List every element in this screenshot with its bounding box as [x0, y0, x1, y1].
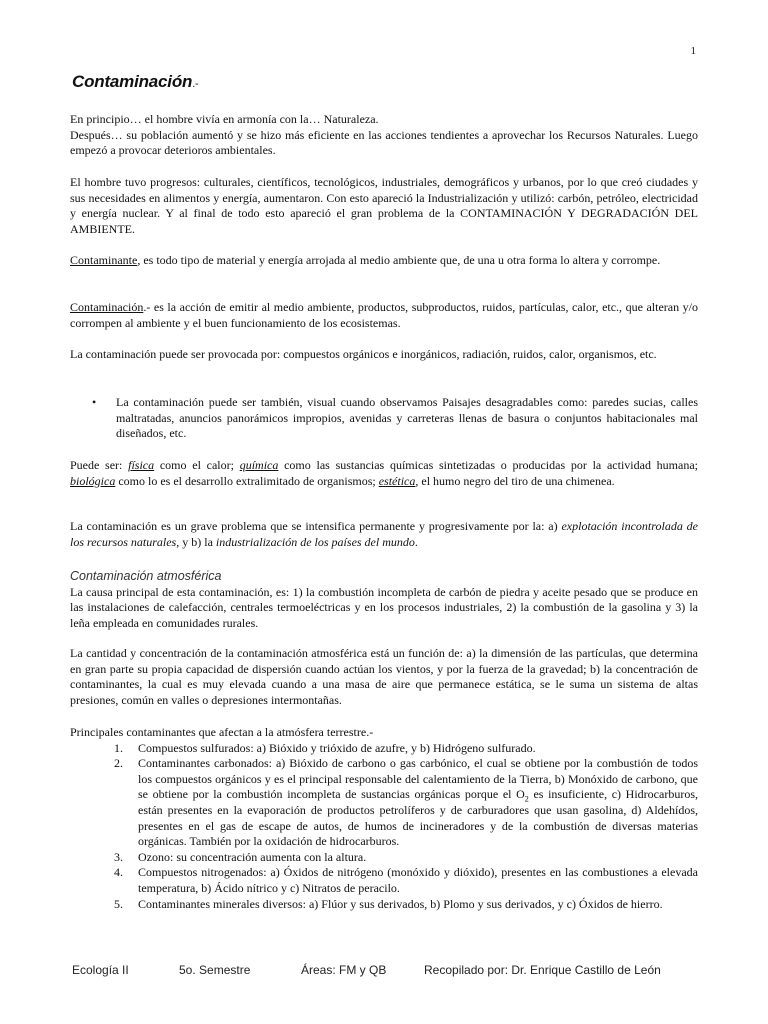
types-quimica-desc: como las sustancias químicas sintetizadas o producidas por la actividad humana; — [278, 458, 699, 472]
list-item — [70, 756, 698, 850]
problem-end: . — [414, 534, 418, 549]
section-heading: Contaminación atmosférica — [70, 569, 222, 583]
types-paragraph — [70, 458, 698, 489]
footer-areas: Áreas: FM y QB — [301, 963, 387, 977]
progress-paragraph — [70, 175, 698, 237]
list-item — [70, 850, 698, 866]
page-number: 1 — [690, 45, 696, 57]
list-text: Contaminantes minerales diversos: a) Flúor y sus derivados, b) Plomo y sus derivados, y c) Óxidos de hierro. — [138, 896, 663, 911]
footer-semester: 5o. Semestre — [179, 963, 251, 977]
causes-paragraph — [70, 347, 698, 363]
term-quimica: química — [239, 458, 279, 472]
term-biologica: biológica — [70, 473, 116, 488]
list-number: 1. — [114, 740, 123, 755]
intro-paragraph — [70, 112, 698, 159]
pollutants-list — [70, 741, 698, 913]
contaminante-text — [70, 253, 698, 269]
types-text — [70, 458, 698, 489]
problem-text — [70, 519, 698, 550]
subscript: 2 — [524, 794, 529, 804]
contaminacion-definition: .- es la acción de emitir al medio ambiente, productos, subproductos, ruidos, partículas, calor, etc., que alteran y/o corrompen al ambiente y el buen funcionamiento de los ecosistemas. — [70, 300, 698, 330]
list-text: Contaminantes carbonados: a) Bióxido de carbono o gas carbónico, el cual se obtiene por la combustión de todos los compuestos orgánicos y es el principal responsable del calentamiento de la Tierra, b) Monóxido de carbono, que se obtiene por la combustión incompleta de sustancias orgánicas porque el O — [138, 756, 698, 802]
atmospheric-cause-text: La causa principal de esta contaminación, es: 1) la combustión incompleta de carbón de piedra y aceite pesado que se produce en las instalaciones de calefacción, centrales termoeléctricas y en los procesos industriales, 2) la combustión de la gasolina y 3) la leña empleada en comunidades rurales. — [70, 584, 698, 630]
types-intro: Puede ser: — [70, 458, 129, 472]
intro-line-1: En principio… el hombre vivía en armonía con la… Naturaleza. — [70, 112, 379, 126]
list-number: 4. — [114, 865, 123, 880]
list-item — [70, 865, 698, 896]
concentration-paragraph — [70, 646, 698, 708]
concentration-text: La cantidad y concentración de la contaminación atmosférica está un función de: a) la dimensión de las partículas, que determina en gran parte su propia capacidad de dispersión cuando actúan los vientos, y por la fuerza de la gravedad; b) la concentración de contaminantes, la cual es muy elevada cuando a una masa de aire que permanece estática, se le suma un sistema de altas presiones, común en valles o depresiones intermontañas. — [70, 646, 698, 707]
page-title — [72, 74, 199, 93]
problem-cause-a: explotación incontrolada de los recursos naturales — [70, 519, 698, 549]
title-text: Contaminación — [72, 72, 193, 91]
intro-line-2: Después… su población aumentó y se hizo más eficiente en las acciones tendientes a aprovechar los Recursos Naturales. Luego empezó a provocar deterioros ambientales. — [70, 127, 698, 158]
list-item — [70, 741, 698, 757]
list-text: Ozono: su concentración aumenta con la altura. — [138, 849, 367, 864]
footer-course: Ecología II — [72, 963, 129, 977]
types-estetica-desc: , el humo negro del tiro de una chimenea. — [415, 473, 615, 488]
list-text: Compuestos sulfurados: a) Bióxido y trióxido de azufre, y b) Hidrógeno sulfurado. — [138, 740, 536, 755]
contaminacion-text — [70, 300, 698, 331]
problem-paragraph — [70, 519, 698, 550]
list-number: 3. — [114, 849, 123, 864]
causes-text: La contaminación puede ser provocada por: compuestos orgánicos e inorgánicos, radiación, ruidos, calor, organismos, etc. — [70, 347, 657, 361]
progress-text: El hombre tuvo progresos: culturales, científicos, tecnológicos, industriales, demográficos y urbanos, por lo que creó ciudades y sus necesidades en alimentos y energía, aumentaron. Con esto apareció la Industrialización y utilizó: carbón, petróleo, electricidad y energía nuclear. Y al final de todo esto apareció el gran problema de la CONTAMINACIÓN Y DEGRADACIÓN DEL AMBIENTE. — [70, 175, 698, 236]
term-contaminacion: Contaminación — [70, 300, 144, 314]
atmospheric-section — [70, 569, 698, 631]
contaminante-definition: , es todo tipo de material y energía arrojada al medio ambiente que, de una u otra forma lo altera y corrompe. — [137, 253, 661, 267]
pollutants-section — [70, 725, 698, 912]
bullet-item — [92, 395, 698, 442]
pollutants-heading: Principales contaminantes que afectan a la atmósfera terrestre.- — [70, 725, 374, 739]
types-biologica-desc: como lo es el desarrollo extralimitado de organismos; — [115, 473, 379, 488]
types-fisica-desc: como el calor; — [154, 458, 240, 472]
list-item — [70, 897, 698, 913]
problem-cause-b: industrialización de los países del mundo — [215, 534, 415, 549]
bullet-icon: • — [92, 395, 97, 409]
list-number: 5. — [114, 896, 123, 911]
term-contaminante: Contaminante — [70, 253, 138, 267]
problem-connector: , y b) la — [176, 534, 216, 549]
list-number: 2. — [114, 756, 123, 771]
footer-compiled: Recopilado por: Dr. Enrique Castillo de León — [424, 963, 661, 977]
term-estetica: estética — [378, 473, 416, 488]
list-text: Compuestos nitrogenados: a) Óxidos de nitrógeno (monóxido y dióxido), presentes en las combustiones a elevada temperatura, b) Ácido nítrico y c) Nitratos de peracilo. — [138, 865, 698, 895]
contaminante-paragraph — [70, 253, 698, 269]
problem-intro: La contaminación es un grave problema que se intensifica permanente y progresivamente por la: a) — [70, 519, 562, 533]
term-fisica: física — [128, 458, 155, 472]
contaminacion-paragraph — [70, 300, 698, 331]
title-suffix: .- — [192, 78, 199, 90]
bullet-text: La contaminación puede ser también, visual cuando observamos Paisajes desagradables como: paredes sucias, calles maltratadas, anuncios panorámicos impropios, avenidas y carreteras llenas de basura o conjuntos habitacionales mal diseñados, etc. — [116, 395, 698, 441]
list-text-cont: es insuficiente, c) Hidrocarburos, están presentes en la evaporación de productos petrolíferos y de carburadores que usan gasolina, d) Aldehídos, presentes en el gas de escape de autos, de humos de incineradores y de la combustión de diversas materias orgánicas. También por la oxidación de hidrocarburos. — [138, 787, 698, 849]
